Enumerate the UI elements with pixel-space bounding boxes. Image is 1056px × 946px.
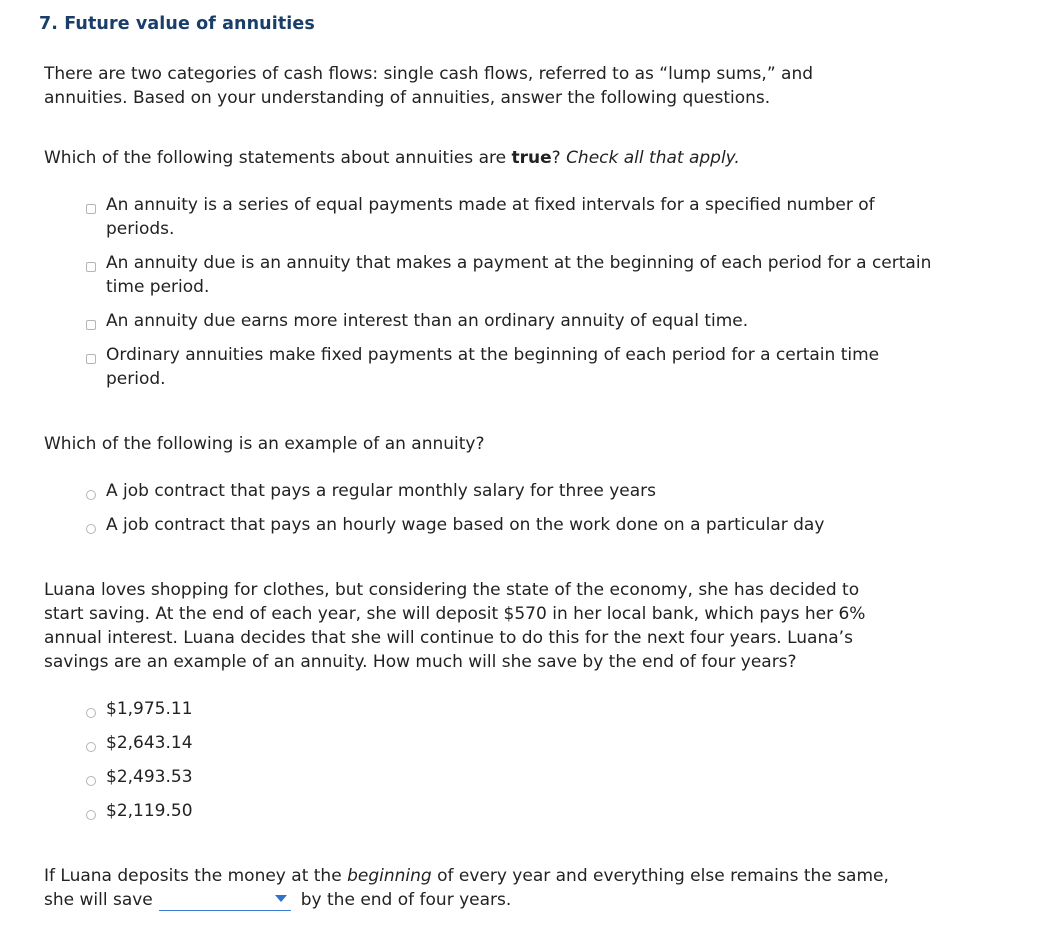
question-1-prompt: [44, 146, 740, 170]
checkbox-option-4[interactable]: [86, 343, 936, 391]
question-1-prefix: Which of the following statements about annuities are: [44, 148, 512, 168]
radio-icon[interactable]: [86, 776, 96, 786]
checkbox-label: An annuity due is an annuity that makes a payment at the beginning of each period for a certain time period.: [106, 253, 932, 297]
checkbox-label: An annuity due earns more interest than an ordinary annuity of equal time.: [106, 311, 749, 331]
question-3-line-1: Luana loves shopping for clothes, but considering the state of the economy, she has decided to: [44, 580, 860, 600]
radio-icon[interactable]: [86, 810, 96, 820]
radio-option-2[interactable]: [86, 513, 824, 537]
intro-line-1: There are two categories of cash flows: single cash flows, referred to as “lump sums,” and: [44, 64, 814, 84]
answer-dropdown[interactable]: [159, 890, 291, 911]
radio-icon[interactable]: [86, 742, 96, 752]
answer-label: $2,119.50: [106, 801, 193, 821]
intro-line-2: annuities. Based on your understanding of annuities, answer the following questions.: [44, 88, 771, 108]
question-3-prompt: [44, 578, 934, 674]
question-4-part-1: If Luana deposits the money at the: [44, 866, 348, 886]
radio-label: A job contract that pays a regular monthly salary for three years: [106, 481, 656, 501]
radio-icon[interactable]: [86, 490, 96, 500]
question-4-part-2: of every year and everything else remains the same,: [431, 866, 889, 886]
checkbox-label: An annuity is a series of equal payments made at fixed intervals for a specified number of periods.: [106, 195, 875, 239]
answer-option-1[interactable]: [86, 697, 193, 721]
answer-label: $2,643.14: [106, 733, 193, 753]
checkbox-icon[interactable]: [86, 262, 96, 272]
question-3-line-3: annual interest. Luana decides that she will continue to do this for the next four years. Luana’s: [44, 628, 853, 648]
question-1-instruction: Check all that apply.: [566, 148, 740, 168]
answer-option-4[interactable]: [86, 799, 193, 823]
question-1-bold: true: [511, 148, 552, 168]
answer-label: $1,975.11: [106, 699, 193, 719]
question-4-part-4: by the end of four years.: [300, 890, 512, 910]
radio-option-1[interactable]: [86, 479, 656, 503]
radio-label: A job contract that pays an hourly wage based on the work done on a particular day: [106, 515, 825, 535]
checkbox-option-3[interactable]: [86, 309, 748, 333]
question-1-suffix: ?: [551, 148, 567, 168]
question-4-emphasis: beginning: [347, 866, 432, 886]
question-4-part-3: she will save: [44, 890, 153, 910]
radio-icon[interactable]: [86, 524, 96, 534]
checkbox-option-2[interactable]: [86, 251, 936, 299]
radio-icon[interactable]: [86, 708, 96, 718]
answer-label: $2,493.53: [106, 767, 193, 787]
checkbox-icon[interactable]: [86, 320, 96, 330]
answer-option-2[interactable]: [86, 731, 193, 755]
answer-option-3[interactable]: [86, 765, 193, 789]
checkbox-icon[interactable]: [86, 354, 96, 364]
question-3-line-2: start saving. At the end of each year, she will deposit $570 in her local bank, which pays her 6%: [44, 604, 866, 624]
question-3-line-4: savings are an example of an annuity. How much will she save by the end of four years?: [44, 652, 797, 672]
intro-paragraph: [44, 62, 944, 110]
question-4-prompt: [44, 864, 1004, 912]
checkbox-option-1[interactable]: [86, 193, 936, 241]
checkbox-icon[interactable]: [86, 204, 96, 214]
question-2-prompt: Which of the following is an example of an annuity?: [44, 434, 485, 454]
question-title: 7. Future value of annuities: [39, 14, 315, 34]
checkbox-label: Ordinary annuities make fixed payments at the beginning of each period for a certain time period.: [106, 345, 880, 389]
dropdown-arrow-icon[interactable]: [275, 895, 287, 902]
